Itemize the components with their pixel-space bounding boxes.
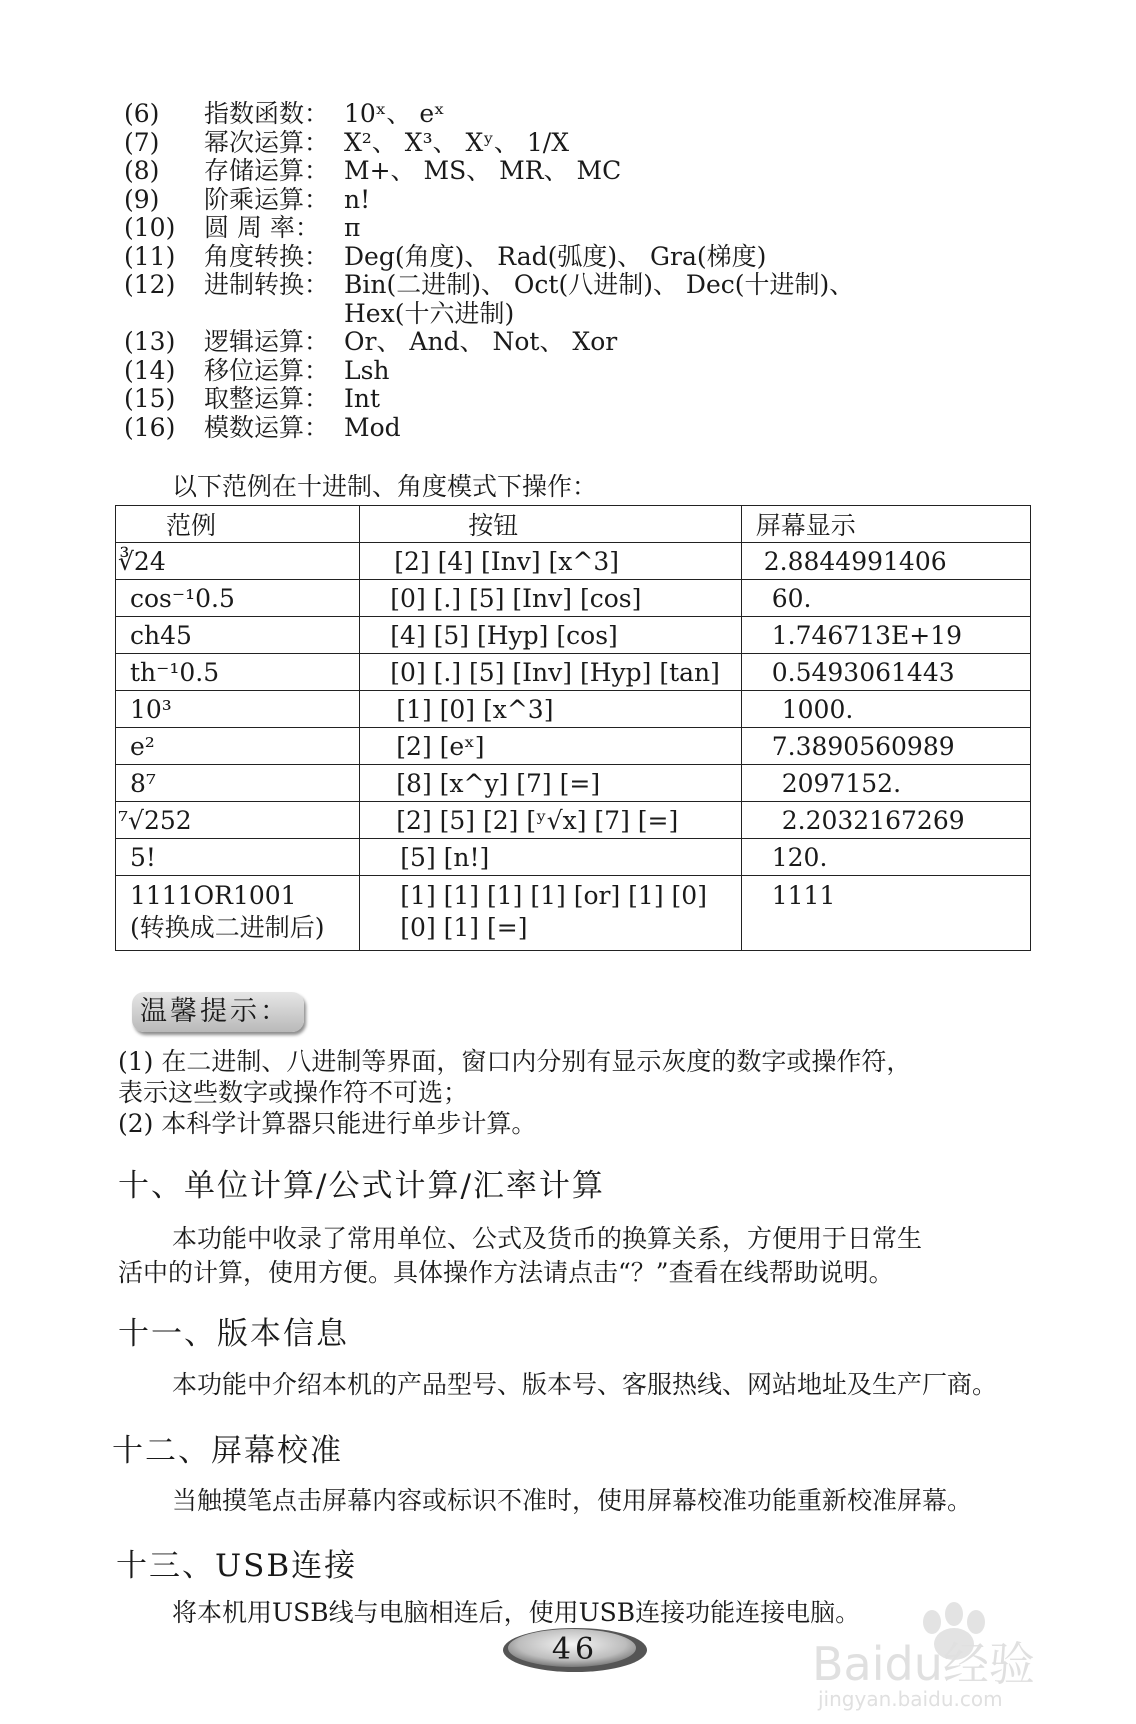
- item-value: Int: [344, 384, 381, 413]
- item-name: 模数运算：: [204, 412, 330, 442]
- cell-display: 60.: [741, 580, 1030, 617]
- table-row: [116, 728, 1031, 765]
- item-name: 移位运算：: [204, 355, 330, 385]
- example-line: (转换成二进制后): [130, 913, 325, 942]
- page-number-badge: [500, 1624, 650, 1676]
- cell-example: 5!: [116, 839, 360, 876]
- table-row: [116, 543, 1031, 580]
- table-row: [116, 802, 1031, 839]
- item-name: 角度转换：: [204, 241, 330, 271]
- function-item: [124, 100, 854, 129]
- cell-example: cos⁻¹0.5: [116, 580, 360, 617]
- buttons-line: [1] [1] [1] [1] [or] [1] [0]: [400, 881, 707, 910]
- section-heading: 十、单位计算/公式计算/汇率计算: [118, 1168, 605, 1204]
- buttons-line: [0] [1] [=]: [400, 913, 528, 942]
- item-name: 存储运算：: [204, 156, 330, 185]
- item-value: Mod: [344, 412, 401, 442]
- cell-example: 8⁷: [116, 765, 360, 802]
- function-item: [124, 385, 854, 414]
- function-item: [124, 129, 854, 158]
- function-item-continued: [124, 300, 854, 329]
- tips-text: [118, 1046, 911, 1139]
- tip-line: 表示这些数字或操作符不可选；: [118, 1078, 469, 1107]
- cell-buttons: [2] [4] [Inv] [x^3]: [360, 543, 741, 580]
- tip-line: (2) 本科学计算器只能进行单步计算。: [118, 1109, 537, 1138]
- cell-display: 2.2032167269: [741, 802, 1030, 839]
- item-value: 10ˣ、 eˣ: [344, 99, 445, 128]
- item-name: 阶乘运算：: [204, 184, 330, 214]
- item-value: M+、 MS、 MR、 MC: [344, 156, 622, 185]
- cell-example: ch45: [116, 617, 360, 654]
- item-name: 指数函数：: [204, 99, 330, 128]
- item-number: (13): [124, 327, 176, 356]
- item-value: Lsh: [344, 355, 390, 385]
- cell-example: th⁻¹0.5: [116, 654, 360, 691]
- cell-display: 7.3890560989: [741, 728, 1030, 765]
- table-row: [116, 617, 1031, 654]
- section-body: [118, 1222, 922, 1290]
- function-item: [124, 328, 854, 357]
- item-number: (12): [124, 270, 176, 299]
- item-number: (15): [124, 384, 176, 413]
- example-line: 1111OR1001: [130, 881, 297, 910]
- item-number: (10): [124, 213, 176, 242]
- table-row: [116, 765, 1031, 802]
- cell-buttons: [2] [5] [2] [ʸ√x] [7] [=]: [360, 802, 741, 839]
- tips-badge: 温馨提示：: [132, 992, 304, 1032]
- item-number: (16): [124, 412, 176, 442]
- cell-example: ⁷√252: [116, 802, 360, 839]
- section-heading: 十一、版本信息: [118, 1316, 349, 1352]
- item-name: 圆 周 率：: [204, 213, 320, 242]
- cell-buttons: [1] [0] [x^3]: [360, 691, 741, 728]
- cell-buttons: [0] [.] [5] [Inv] [Hyp] [tan]: [360, 654, 741, 691]
- item-name: 逻辑运算：: [204, 327, 330, 356]
- cell-display: 1.746713E+19: [741, 617, 1030, 654]
- examples-table: [115, 505, 1031, 951]
- cell-buttons: [0] [.] [5] [Inv] [cos]: [360, 580, 741, 617]
- cell-example: 10³: [116, 691, 360, 728]
- cell-display: 1000.: [741, 691, 1030, 728]
- header-display: 屏幕显示: [741, 506, 1030, 543]
- item-value: Deg(角度)、 Rad(弧度)、 Gra(梯度): [344, 241, 767, 271]
- table-row: [116, 691, 1031, 728]
- section-body: 当触摸笔点击屏幕内容或标识不准时，使用屏幕校准功能重新校准屏幕。: [172, 1486, 973, 1515]
- section-heading: 十三、USB连接: [116, 1548, 358, 1584]
- function-item: [124, 157, 854, 186]
- cell-buttons: [360, 876, 741, 951]
- item-number: (6): [124, 99, 160, 128]
- item-value: π: [344, 213, 361, 242]
- cell-buttons: [5] [n!]: [360, 839, 741, 876]
- table-row: [116, 654, 1031, 691]
- item-name: 进制转换：: [204, 270, 330, 299]
- body-line: 活中的计算，使用方便。具体操作方法请点击“？”查看在线帮助说明。: [118, 1258, 894, 1287]
- function-item: [124, 414, 854, 443]
- table-row: [116, 876, 1031, 951]
- cell-display: 2097152.: [741, 765, 1030, 802]
- table-row: [116, 839, 1031, 876]
- item-name: 幂次运算：: [204, 127, 330, 157]
- baidu-watermark: [812, 1582, 1112, 1712]
- cell-example: [116, 876, 360, 951]
- function-item: [124, 186, 854, 215]
- item-number: (11): [124, 241, 176, 271]
- item-name: 取整运算：: [204, 384, 330, 413]
- section-body: 将本机用USB线与电脑相连后，使用USB连接功能连接电脑。: [172, 1598, 861, 1627]
- cell-buttons: [4] [5] [Hyp] [cos]: [360, 617, 741, 654]
- item-number: (14): [124, 355, 176, 385]
- page-number: 46: [551, 1632, 599, 1667]
- item-value: Bin(二进制)、 Oct(八进制)、 Dec(十进制)、: [344, 270, 855, 299]
- cell-example: e²: [116, 728, 360, 765]
- item-number: (8): [124, 156, 160, 185]
- header-example: 范例: [116, 506, 360, 543]
- cell-buttons: [8] [x^y] [7] [=]: [360, 765, 741, 802]
- function-item: [124, 214, 854, 243]
- function-item: [124, 357, 854, 386]
- body-line: 本功能中收录了常用单位、公式及货币的换算关系，方便用于日常生: [172, 1224, 923, 1253]
- header-buttons: 按钮: [360, 506, 741, 543]
- cell-example: ∛24: [116, 543, 360, 580]
- watermark-url: jingyan.baidu.com: [818, 1687, 1003, 1711]
- item-value: Or、 And、 Not、 Xor: [344, 327, 618, 356]
- item-value: Hex(十六进制): [344, 298, 515, 328]
- item-number: (9): [124, 184, 160, 214]
- watermark-brand: Baidu经验: [812, 1637, 1035, 1691]
- function-item: [124, 271, 854, 300]
- cell-display: 0.5493061443: [741, 654, 1030, 691]
- cell-display: 2.8844991406: [741, 543, 1030, 580]
- table-row: [116, 580, 1031, 617]
- table-header-row: [116, 506, 1031, 543]
- item-number: (7): [124, 127, 160, 157]
- item-value: n!: [344, 184, 371, 214]
- cell-buttons: [2] [eˣ]: [360, 728, 741, 765]
- tip-line: (1) 在二进制、八进制等界面，窗口内分别有显示灰度的数字或操作符，: [118, 1047, 912, 1076]
- cell-display: 1111: [741, 876, 1030, 951]
- function-item: [124, 243, 854, 272]
- section-body: 本功能中介绍本机的产品型号、版本号、客服热线、网站地址及生产厂商。: [172, 1370, 998, 1399]
- table-intro: 以下范例在十进制、角度模式下操作：: [172, 472, 598, 501]
- cell-display: 120.: [741, 839, 1030, 876]
- item-value: X²、 X³、 Xʸ、 1/X: [344, 127, 569, 157]
- function-list: [124, 100, 854, 442]
- section-heading: 十二、屏幕校准: [112, 1433, 343, 1469]
